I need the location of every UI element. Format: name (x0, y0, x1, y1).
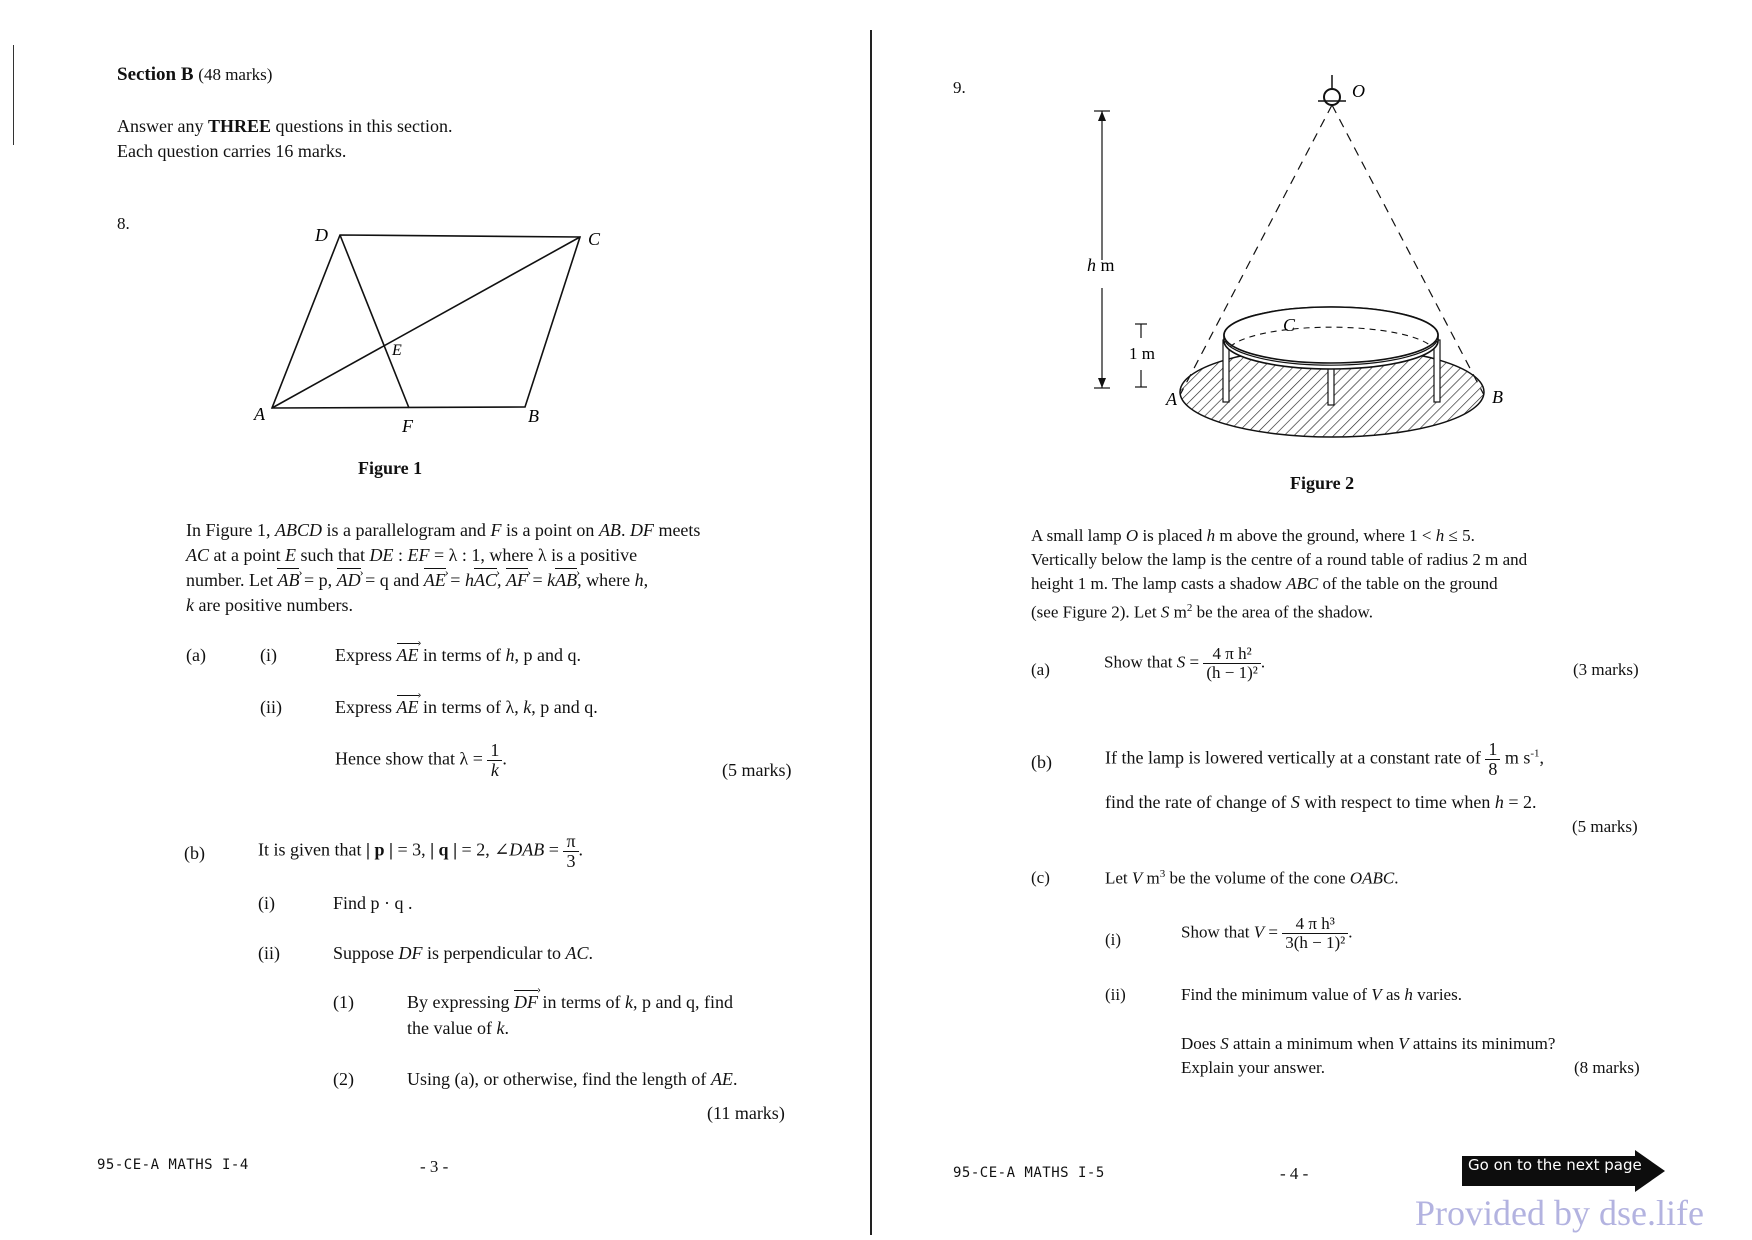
label-d: D (315, 225, 328, 245)
q9-a-marks: (3 marks) (1573, 660, 1639, 679)
height-arrow-top (1098, 111, 1106, 121)
q8-hence-text: Hence show that λ = $\frac{1}{k}$ . (335, 740, 507, 780)
section-title: Section B (117, 64, 194, 85)
right-footer-page: - 4 - (1280, 1164, 1309, 1183)
label-a: A (254, 404, 265, 424)
label-b2: B (1492, 387, 1503, 407)
label-b: B (528, 406, 539, 426)
q9-intro-line-1: A small lamp O is placed h m above the ground, where 1 < h ≤ 5. (1031, 526, 1475, 545)
q9-b-marks: (5 marks) (1572, 817, 1638, 836)
label-o: O (1352, 81, 1365, 101)
q8-intro-line-4: k are positive numbers. (186, 595, 353, 615)
fraction-one-eighth: $\frac{1}{8}$ (1485, 740, 1500, 779)
instruction-suffix: questions in this section. (275, 116, 453, 136)
q8-b-1-line-2: the value of k. (407, 1018, 509, 1038)
page-divider (870, 30, 872, 1235)
q8-b-1-label: (1) (333, 992, 354, 1012)
table-leg-right (1434, 340, 1440, 402)
page-edge-line (13, 45, 14, 145)
instruction-prefix: Answer any (117, 116, 204, 136)
figure-2-caption: Figure 2 (1290, 473, 1355, 493)
label-e: E (392, 342, 402, 359)
q8-intro (186, 518, 808, 618)
q8-b-i-text: Find p · q . (333, 893, 413, 913)
q9-c-marks: (8 marks) (1574, 1058, 1640, 1077)
q8-a-marks: (5 marks) (722, 760, 792, 780)
instruction-line-2: Each question carries 16 marks. (117, 141, 347, 161)
q9-b-line-2: find the rate of change of S with respect to time when h = 2. (1105, 792, 1537, 812)
height-label: h m (1087, 255, 1115, 275)
q8-intro-line-2: AC at a point E such that DE : EF = λ : 1, where λ is a positive (186, 545, 638, 565)
q9-a-text: Show that S = $\frac{\text{4 π h²}}{\text{(h − 1)²}}$ . (1104, 644, 1266, 682)
section-heading (117, 64, 272, 86)
q8-b-ii-text: Suppose DF is perpendicular to AC. (333, 943, 593, 963)
q8-a-ii-text: Express AE › in terms of λ, k, p and q. (335, 697, 598, 718)
question-8-number: 8. (117, 214, 130, 233)
figure-1-parallelogram (250, 218, 630, 438)
label-a2: A (1166, 389, 1177, 409)
fraction-1-over-k: $\frac{1}{k}$ (487, 741, 502, 780)
q9-c-label: (c) (1031, 868, 1050, 887)
figure-2-lamp-cone (1080, 75, 1520, 465)
q9-a-label: (a) (1031, 660, 1050, 679)
left-footer-page: - 3 - (420, 1157, 449, 1176)
table-leg-back (1328, 365, 1334, 405)
q8-a-ii-label: (ii) (260, 697, 282, 717)
fraction-pi-over-3: $\frac{\pi}{3}$ (563, 832, 578, 871)
height-arrow-bottom (1098, 378, 1106, 388)
fraction-v-formula: $\frac{\text{4 π h³}}{\text{3(h − 1)²}}$ (1282, 915, 1348, 952)
q9-c-ii-label: (ii) (1105, 985, 1126, 1004)
q9-c-i-text: Show that V = $\frac{\text{4 π h³}}{\text{3(h − 1)²}}$ . (1181, 914, 1353, 952)
label-c2: C (1283, 315, 1296, 335)
next-page-label[interactable]: Go on to the next page (1468, 1156, 1642, 1174)
q9-intro-line-4: (see Figure 2). Let S $m^2$ be the area of the shadow. (1031, 602, 1373, 622)
segment-df (340, 235, 409, 408)
q9-b-label: (b) (1031, 752, 1052, 772)
q8-b-i-label: (i) (258, 893, 275, 913)
provided-by-watermark: Provided by dse.life (1415, 1193, 1704, 1233)
q8-b-label: (b) (184, 843, 205, 863)
q9-c-text: Let V $m^3$ be the volume of the cone OABC. (1105, 868, 1399, 888)
q8-b-1-text: By expressing DF › in terms of k, p and q, find (407, 992, 733, 1013)
one-m-label: 1 m (1129, 344, 1155, 363)
q8-intro-line-3: number. Let AB › = p, AD › = q and AE › = hAC ›, AF › = kAB ›, where h, (186, 568, 808, 593)
instruction-line-1 (117, 116, 453, 137)
q9-intro-line-3: height 1 m. The lamp casts a shadow ABC of the table on the ground (1031, 574, 1498, 593)
right-footer-code: 95-CE-A MATHS I-5 (953, 1165, 1105, 1181)
q9-intro-line-2: Vertically below the lamp is the centre of a round table of radius 2 m and (1031, 550, 1528, 569)
q8-a-i-label: (i) (260, 645, 277, 665)
q8-a-label: (a) (186, 645, 206, 665)
q8-b-text: It is given that | p | = 3, | q | = 2, ∠DAB = $\frac{\pi}{3}$ . (258, 831, 584, 871)
q9-c-i-label: (i) (1105, 930, 1122, 949)
q8-b-marks: (11 marks) (707, 1103, 785, 1123)
q9-c-does-text: Does S attain a minimum when V attains its minimum? (1181, 1034, 1556, 1053)
figure-1-caption: Figure 1 (358, 458, 423, 478)
q8-b-2-label: (2) (333, 1069, 354, 1089)
question-9-number: 9. (953, 78, 966, 97)
instruction-bold: THREE (207, 116, 272, 136)
q8-a-i-text: Express AE › in terms of h, p and q. (335, 645, 581, 666)
q9-c-ii-text: Find the minimum value of V as h varies. (1181, 985, 1462, 1004)
q8-b-2-text: Using (a), or otherwise, find the length of AE. (407, 1069, 738, 1089)
lamp-bulb (1324, 89, 1340, 105)
q9-intro (1031, 524, 1655, 625)
left-footer-code: 95-CE-A MATHS I-4 (97, 1157, 249, 1173)
q8-intro-line-1: In Figure 1, ABCD is a parallelogram and F is a point on AB. DF meets (186, 520, 701, 540)
label-f: F (402, 416, 413, 436)
q9-b-text: If the lamp is lowered vertically at a constant rate of $\frac{1}{8}$ m $s^{-1}$, (1105, 739, 1545, 779)
label-c: C (588, 229, 601, 249)
q9-c-explain: Explain your answer. (1181, 1058, 1325, 1077)
q8-b-ii-label: (ii) (258, 943, 280, 963)
fraction-s-formula: $\frac{\text{4 π h²}}{\text{(h − 1)²}}$ (1203, 645, 1261, 682)
section-marks: (48 marks) (198, 65, 273, 84)
